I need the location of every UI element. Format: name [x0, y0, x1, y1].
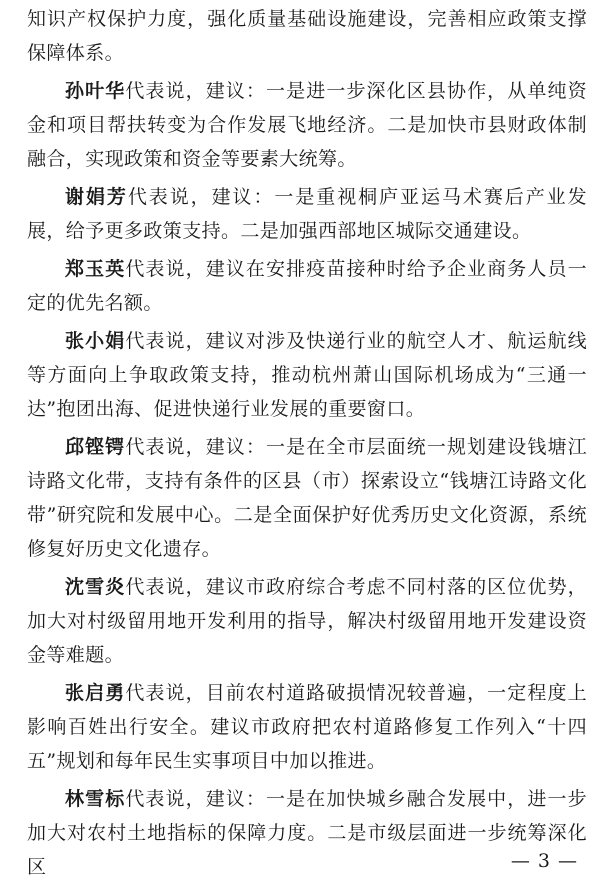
entry-text: 代表说，建议：一是在加快城乡融合发展中，进一步加大对农村土地指标的保障力度。二是市级层面进一步统筹深化区 [27, 788, 587, 878]
entry-paragraph [27, 430, 587, 566]
document-page [27, 2, 587, 884]
speaker-name: 郑玉英 [65, 258, 126, 280]
entry-text: 代表说，建议市政府综合考虑不同村落的区位优势，加大对村级留用地开发利用的指导，解决村级留用地开发建设资金等难题。 [27, 576, 587, 666]
entry-text: 代表说，建议：一是重视桐庐亚运马术赛后产业发展，给予更多政策支持。二是加强西部地区城际交通建设。 [27, 186, 587, 242]
entry-paragraph [27, 252, 587, 320]
entry-text: 代表说，建议：一是在全市层面统一规划建设钱塘江诗路文化带，支持有条件的区县（市）探索设立“钱塘江诗路文化带”研究院和发展中心。二是全面保护好优秀历史文化资源，系统修复好历史文化遗存。 [27, 436, 587, 560]
speaker-name: 林雪标 [65, 788, 126, 810]
speaker-name: 谢娟芳 [65, 186, 128, 208]
page-number: — 3 — [510, 850, 578, 872]
speaker-name: 张启勇 [65, 682, 126, 704]
entry-paragraph [27, 180, 587, 248]
entry-paragraph [27, 570, 587, 672]
entry-paragraph [27, 324, 587, 426]
speaker-name: 张小娟 [65, 330, 126, 352]
speaker-name: 邱铿锷 [65, 436, 126, 458]
speaker-name: 孙叶华 [65, 80, 126, 102]
entry-text: 代表说，建议在安排疫苗接种时给予企业商务人员一定的优先名额。 [27, 258, 587, 314]
lead-paragraph: 知识产权保护力度，强化质量基础设施建设，完善相应政策支撑保障体系。 [27, 8, 587, 64]
entry-paragraph [27, 676, 587, 778]
entry-paragraph [27, 74, 587, 176]
entry-paragraph [27, 782, 587, 884]
speaker-name: 沈雪炎 [65, 576, 126, 598]
entry-text: 代表说，建议：一是进一步深化区县协作，从单纯资金和项目帮扶转变为合作发展飞地经济。二是加快市县财政体制融合，实现政策和资金等要素大统筹。 [27, 80, 587, 170]
entry-text: 代表说，建议对涉及快递行业的航空人才、航运航线等方面向上争取政策支持，推动杭州萧山国际机场成为“三通一达”抱团出海、促进快递行业发展的重要窗口。 [27, 330, 587, 420]
entry-text: 代表说，目前农村道路破损情况较普遍，一定程度上影响百姓出行安全。建议市政府把农村道路修复工作列入“十四五”规划和每年民生实事项目中加以推进。 [27, 682, 587, 772]
